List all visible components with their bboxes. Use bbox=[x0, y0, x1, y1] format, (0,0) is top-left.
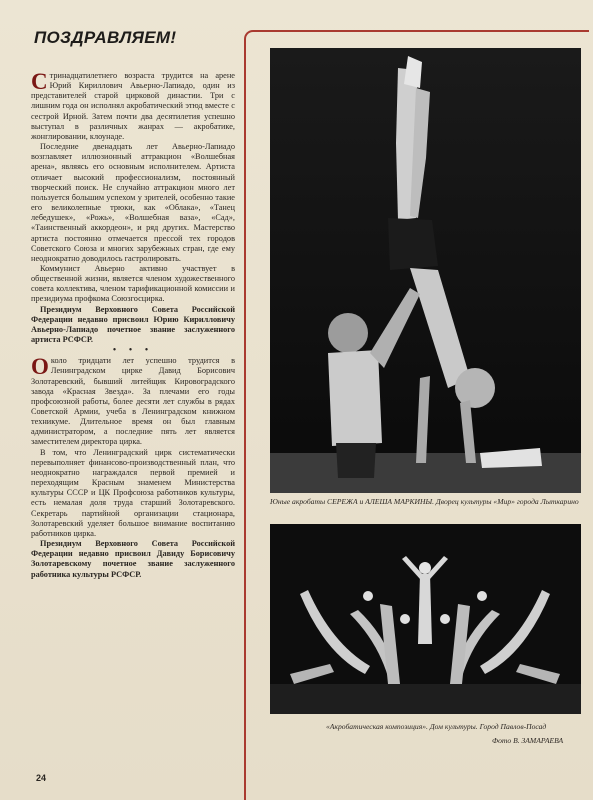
page-number: 24 bbox=[36, 773, 47, 783]
photo-credit: Фото В. ЗАМАРАЕВА bbox=[492, 736, 564, 745]
drop-cap: С bbox=[31, 69, 48, 94]
photo-caption: Юные акробаты СЕРЕЖА и АЛЕША МАРКИНЫ. Дворец культуры «Мир» города Лыткарино bbox=[270, 497, 579, 506]
photo-young-acrobats bbox=[270, 48, 581, 493]
award-note: Президиум Верховного Совета Российской Федерации недавно присвоил Юрию Кирилловичу Авьерно-Лапиадо почетное звание заслуженного артиста РСФСР. bbox=[31, 304, 235, 345]
award-note: Президиум Верховного Совета Российской Федерации недавно присвоил Давиду Борисовичу Золотаревскому почетное звание заслуженного работника культуры РСФСР. bbox=[31, 539, 235, 579]
article-avierno bbox=[31, 71, 235, 580]
article-paragraph: Стринадцатилетнего возраста трудится на арене Юрий Кириллович Авьерно-Лапиадо, один из представителей старой цирковой династии. Три с лишним года он исполнял акробатический этюд вместе с сестрой Ирной. Затем почти два десятилетия успешно выступал в различных жанрах — акробатике, жонглировании, клоунаде. bbox=[31, 69, 235, 141]
article-paragraph: Коммунист Авьерно активно участвует в общественной жизни, является членом художественного совета коллектива, членом тарификационной комиссии и президиума профкома Союзгосцирка. bbox=[31, 263, 235, 304]
article-paragraph: Последние двенадцать лет Авьерно-Лапиадо возглавляет иллюзионный аттракцион «Волшебная арена», являясь его основным исполнителем. Артиста отличает высокий профессионализм, постоянный творческий поиск. Не случайно аттракцион много лет пользуется большим успехом у зрителей, особенно такие его великолепные трюки, как «Облака», «Танец лебедушек», «Рожь», «Волшебная ваза», «Сад», «Таинственный аккордеон», и ряд других. Мастерство артиста постоянно отмечается прессой тех городов Советского Союза и многих зарубежных стран, где ему неоднократно доводилось гастролировать. bbox=[31, 142, 235, 263]
section-separator: • • • bbox=[112, 345, 154, 357]
article-paragraph: В том, что Ленинградский цирк систематически перевыполняет финансово-производственный план, что неоднократно награждался первой премией и переходящим Красным знаменем Министерства культуры СССР и ЦК Профсоюза работников культуры, есть немалая доля труда старший Золотаревского. Секретарь партийной организации стационара, Золотаревский уделяет большое внимание воспитанию работников цирка. bbox=[31, 447, 235, 538]
photo-acrobatic-composition bbox=[270, 524, 581, 714]
photo-caption: «Акробатическая композиция». Дом культуры. Город Павлов-Посад bbox=[326, 722, 547, 731]
drop-cap: О bbox=[31, 354, 49, 380]
page-heading: ПОЗДРАВЛЯЕМ! bbox=[34, 28, 177, 47]
article-paragraph: Около тридцати лет успешно трудится в Ленинградском цирке Давид Борисович Золотаревский, бывший литейщик Кировоградского завода «Красная Звезда». За плечами его годы профсоюзной работы, более десяти лет службы в рядах Советской Армии, учеба в Ленинградском книжном техникуме. Длительное время он был главным администратором, а последние пять лет является заместителем директора цирка. bbox=[31, 354, 235, 447]
